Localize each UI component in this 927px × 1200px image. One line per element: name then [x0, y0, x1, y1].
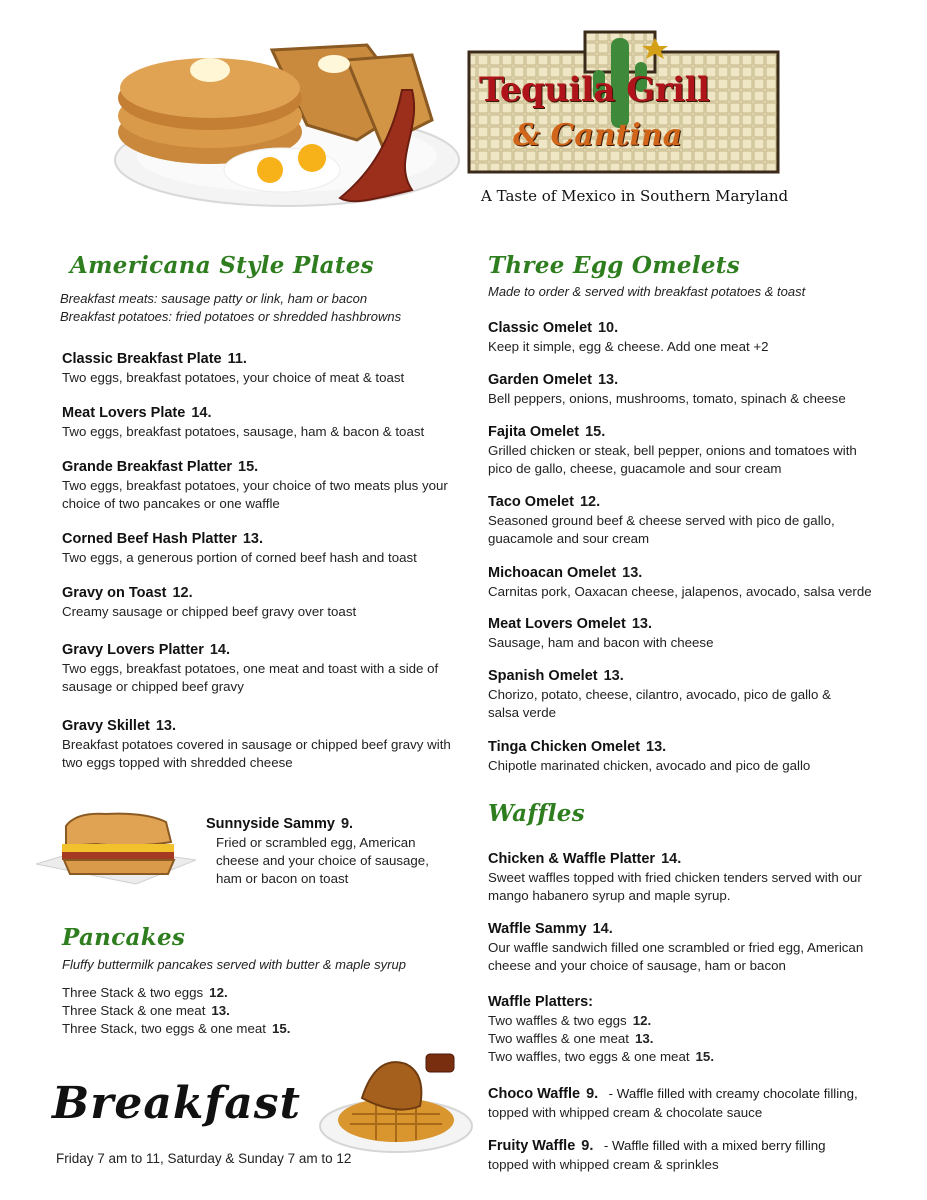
option-text: Three Stack & two eggs	[62, 985, 204, 1000]
pancakes-note: Fluffy buttermilk pancakes served with butter & maple syrup	[62, 957, 406, 972]
option-price: 12.	[209, 985, 228, 1000]
item-description-cont: topped with whipped cream & sprinkles	[488, 1157, 719, 1172]
menu-item	[488, 1085, 898, 1122]
platter-option	[488, 1012, 878, 1030]
logo-title: Tequila Grill	[479, 70, 710, 110]
item-name: Classic Breakfast Plate	[62, 351, 222, 367]
item-price: 15.	[585, 424, 606, 440]
menu-item	[488, 423, 878, 478]
item-description: Creamy sausage or chipped beef gravy over toast	[62, 604, 357, 619]
item-price: 9.	[586, 1086, 599, 1102]
pancake-option	[62, 984, 291, 1002]
chicken-waffle-photo	[316, 1044, 476, 1156]
item-price: 14.	[209, 642, 231, 658]
option-text: Three Stack, two eggs & one meat	[62, 1021, 266, 1036]
item-name: Sunnyside Sammy	[206, 816, 335, 832]
item-description: Grilled chicken or steak, bell pepper, onions and tomatoes with pico de gallo, cheese, guacamole and sour cream	[488, 443, 857, 476]
menu-item	[488, 564, 888, 601]
logo-subtitle: & Cantina	[513, 118, 683, 153]
menu-item	[62, 350, 452, 387]
item-description: - Waffle filled with a mixed berry filling	[603, 1138, 826, 1153]
item-price: 11.	[227, 351, 247, 367]
option-price: 13.	[634, 1031, 654, 1046]
item-description: Two eggs, a generous portion of corned beef hash and toast	[62, 550, 417, 565]
pancake-option	[62, 1020, 291, 1038]
item-name: Michoacan Omelet	[488, 565, 617, 581]
item-description: Chipotle marinated chicken, avocado and pico de gallo	[488, 758, 811, 773]
option-price: 15.	[272, 1021, 291, 1036]
item-description: Sausage, ham and bacon with cheese	[488, 635, 714, 650]
item-description: Bell peppers, onions, mushrooms, tomato, spinach & cheese	[488, 391, 846, 406]
item-name: Corned Beef Hash Platter	[62, 531, 237, 547]
item-price: 10.	[597, 320, 619, 336]
platter-option	[488, 1048, 878, 1066]
item-price: 9.	[340, 816, 354, 832]
meats-note-line: Breakfast meats: sausage patty or link, ham or bacon	[60, 291, 368, 306]
restaurant-logo	[465, 30, 782, 176]
option-text: Two waffles, two eggs & one meat	[488, 1049, 690, 1064]
item-name: Meat Lovers Plate	[62, 405, 186, 421]
menu-item	[488, 1137, 898, 1174]
menu-item	[62, 584, 452, 621]
breakfast-heading: Breakfast	[52, 1078, 301, 1129]
item-price: 14.	[661, 851, 682, 867]
item-price: 13.	[155, 718, 177, 734]
item-price: 15.	[238, 459, 259, 475]
item-name: Meat Lovers Omelet	[488, 616, 626, 632]
item-price: 13.	[603, 668, 624, 684]
item-name: Spanish Omelet	[488, 668, 598, 684]
menu-item	[488, 493, 878, 548]
breakfast-meats-note	[60, 290, 401, 326]
menu-item	[488, 850, 878, 905]
item-name: Tinga Chicken Omelet	[488, 739, 641, 755]
item-name: Taco Omelet	[488, 494, 574, 510]
waffle-platters-title: Waffle Platters:	[488, 994, 594, 1010]
item-name: Grande Breakfast Platter	[62, 459, 233, 475]
item-description: Two eggs, breakfast potatoes, one meat and toast with a side of sausage or chipped beef gravy	[62, 661, 439, 694]
menu-item	[488, 920, 878, 975]
item-price: 14.	[592, 921, 613, 937]
menu-item	[62, 404, 452, 441]
logo-tagline: A Taste of Mexico in Southern Maryland	[481, 187, 789, 205]
item-name: Garden Omelet	[488, 372, 592, 388]
waffle-platters	[488, 993, 878, 1066]
item-description: Two eggs, breakfast potatoes, your choice of two meats plus your choice of two pancakes or one waffle	[62, 478, 448, 511]
item-price: 14.	[191, 405, 212, 421]
item-description: Keep it simple, egg & cheese. Add one meat +2	[488, 339, 769, 354]
item-name: Gravy Lovers Platter	[62, 642, 204, 658]
platter-option	[488, 1030, 878, 1048]
item-name: Waffle Sammy	[488, 921, 587, 937]
item-description: Two eggs, breakfast potatoes, sausage, ham & bacon & toast	[62, 424, 425, 439]
menu-item	[62, 458, 452, 513]
pancakes-section-title: Pancakes	[62, 924, 186, 951]
item-description: - Waffle filled with creamy chocolate filling,	[608, 1086, 858, 1101]
breakfast-hours: Friday 7 am to 11, Saturday & Sunday 7 am to 12	[56, 1151, 352, 1166]
americana-section-title: Americana Style Plates	[70, 252, 374, 279]
item-price: 12.	[172, 585, 193, 601]
item-price: 9.	[581, 1138, 594, 1154]
pancake-option	[62, 1002, 291, 1020]
option-text: Three Stack & one meat	[62, 1003, 206, 1018]
item-description: Breakfast potatoes covered in sausage or chipped beef gravy with two eggs topped with shredded cheese	[62, 737, 451, 770]
option-text: Two waffles & two eggs	[488, 1013, 627, 1028]
item-price: 13.	[597, 372, 619, 388]
option-price: 15.	[695, 1049, 715, 1064]
pancake-breakfast-photo	[112, 30, 472, 210]
menu-item	[62, 717, 452, 772]
menu-item	[488, 319, 878, 356]
item-description: Fried or scrambled egg, American cheese and your choice of sausage, ham or bacon on toast	[216, 835, 429, 886]
omelets-section-title: Three Egg Omelets	[488, 252, 740, 279]
item-description: Two eggs, breakfast potatoes, your choice of meat & toast	[62, 370, 405, 385]
sandwich-photo	[36, 806, 196, 886]
pancake-options	[62, 984, 291, 1038]
item-name: Fruity Waffle	[488, 1138, 576, 1154]
item-price: 13.	[622, 565, 643, 581]
option-price: 13.	[211, 1003, 230, 1018]
item-name: Gravy on Toast	[62, 585, 167, 601]
menu-item	[62, 530, 452, 567]
menu-item	[488, 667, 848, 722]
menu-item	[206, 815, 446, 888]
omelets-note: Made to order & served with breakfast potatoes & toast	[488, 284, 806, 299]
item-name: Chicken & Waffle Platter	[488, 851, 656, 867]
item-price: 13.	[646, 739, 667, 755]
option-price: 12.	[632, 1013, 652, 1028]
item-description: Our waffle sandwich filled one scrambled or fried egg, American cheese and your choice of sausage, ham or bacon	[488, 940, 864, 973]
item-description: Carnitas pork, Oaxacan cheese, jalapenos, avocado, salsa verde	[488, 584, 872, 599]
menu-item	[62, 641, 452, 696]
item-name: Classic Omelet	[488, 320, 592, 336]
item-price: 13.	[242, 531, 264, 547]
item-name: Gravy Skillet	[62, 718, 150, 734]
menu-item	[488, 615, 878, 652]
option-text: Two waffles & one meat	[488, 1031, 629, 1046]
item-description: Chorizo, potato, cheese, cilantro, avocado, pico de gallo & salsa verde	[488, 687, 831, 720]
item-name: Fajita Omelet	[488, 424, 580, 440]
item-description-cont: topped with whipped cream & chocolate sauce	[488, 1105, 763, 1120]
item-price: 12.	[579, 494, 601, 510]
item-description: Sweet waffles topped with fried chicken tenders served with our mango habanero syrup and maple syrup.	[488, 870, 862, 903]
potatoes-note-line: Breakfast potatoes: fried potatoes or shredded hashbrowns	[60, 309, 402, 324]
menu-item	[488, 738, 878, 775]
item-price: 13.	[631, 616, 652, 632]
waffles-section-title: Waffles	[488, 800, 585, 827]
item-description: Seasoned ground beef & cheese served with pico de gallo, guacamole and sour cream	[488, 513, 835, 546]
menu-item	[488, 371, 878, 408]
item-name: Choco Waffle	[488, 1086, 581, 1102]
